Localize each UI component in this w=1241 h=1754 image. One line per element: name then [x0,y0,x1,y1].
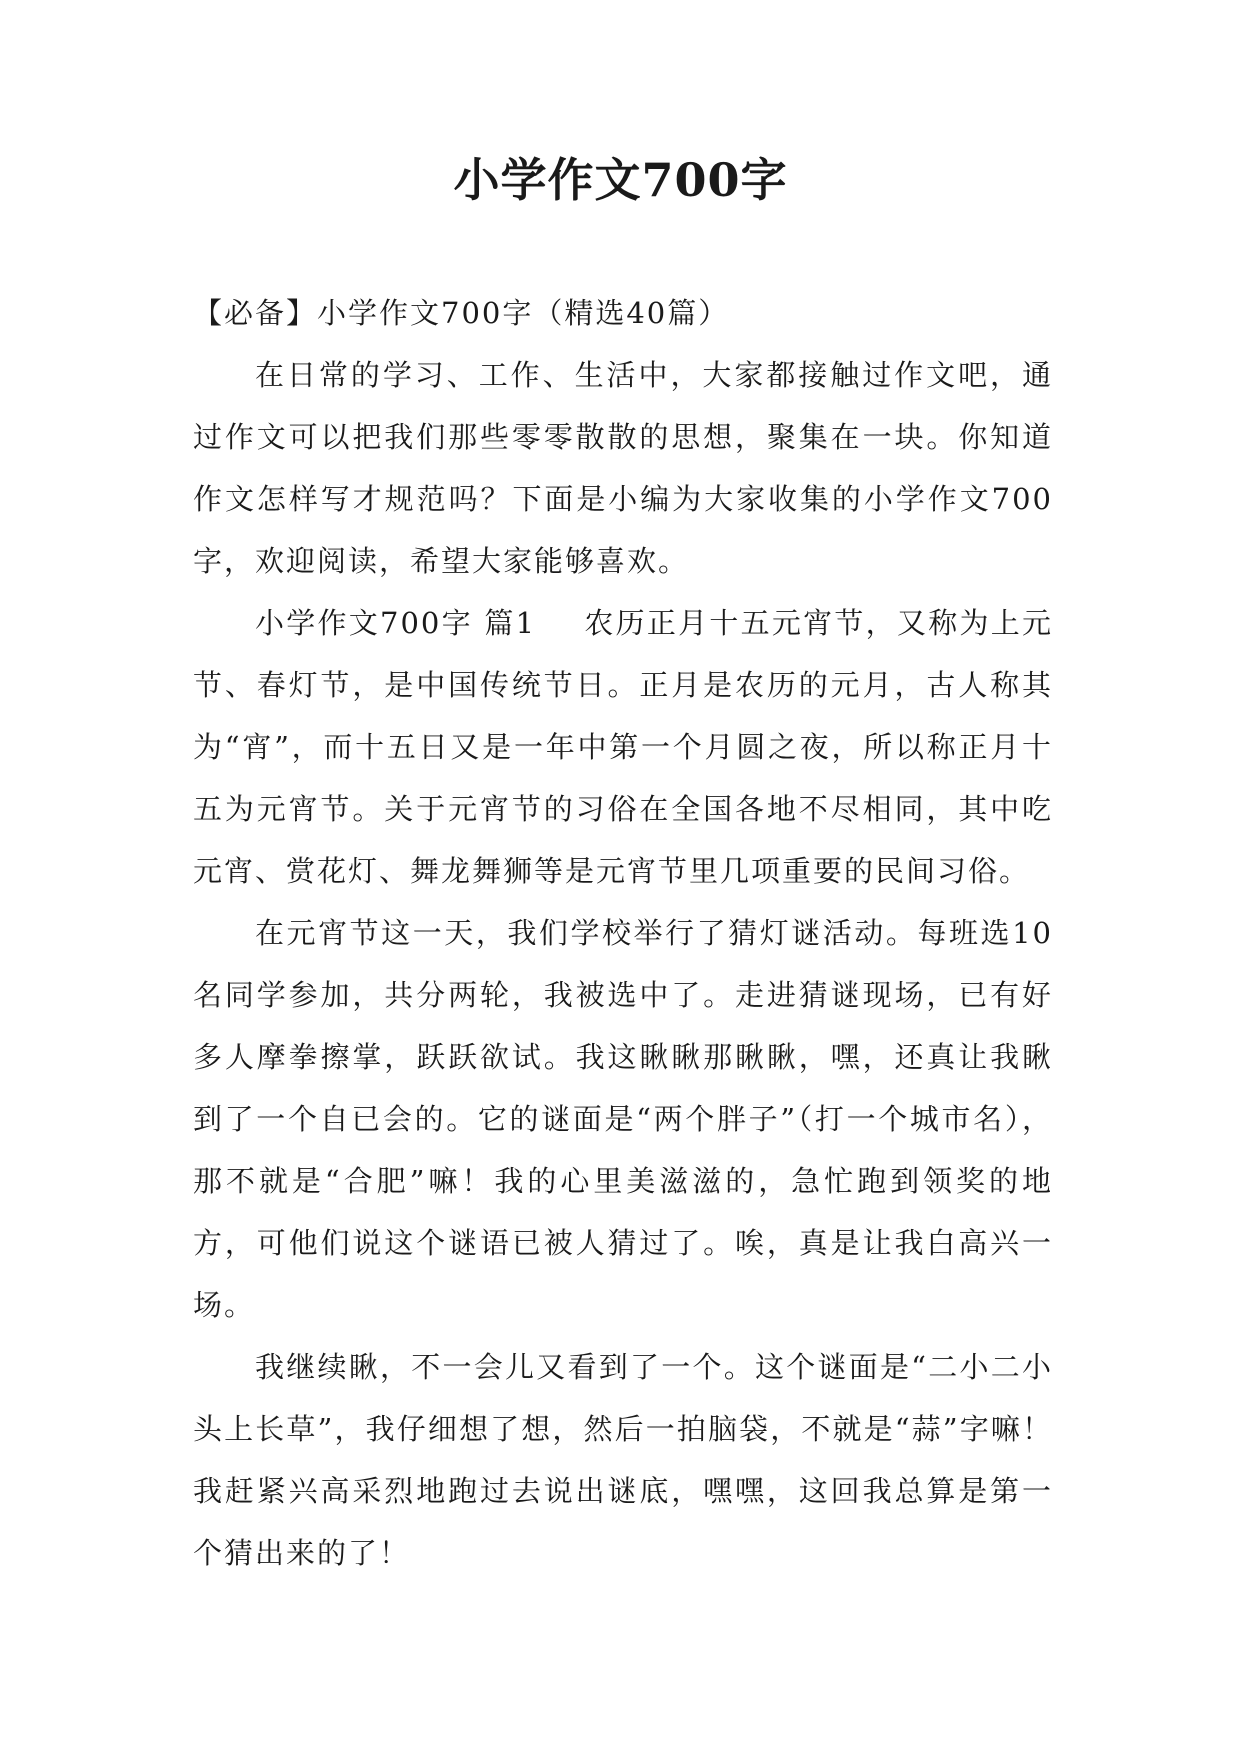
document-title: 小学作文700字 [453,153,788,207]
document-body [193,282,1053,1584]
paragraph-2: 在元宵节这一天，我们学校举行了猜灯谜活动。每班选10名同学参加，共分两轮，我被选中了。走进猜谜现场，已有好多人摩拳擦掌，跃跃欲试。我这瞅瞅那瞅瞅，嘿，还真让我瞅到了一个自已会的。它的谜面是“两个胖子”（打一个城市名），那不就是“合肥”嘛！我的心里美滋滋的，急忙跑到领奖的地方，可他们说这个谜语已被人猜过了。唉，真是让我白高兴一场。 [193,916,1053,1322]
document-subtitle: 【必备】小学作文700字（精选40篇） [193,296,730,330]
section-1-paragraph [193,592,1053,902]
section-heading: 小学作文700字 篇1 [255,606,537,640]
section-1-text: 农历正月十五元宵节，又称为上元节、春灯节，是中国传统节日。正月是农历的元月，古人称其为“宵”，而十五日又是一年中第一个月圆之夜，所以称正月十五为元宵节。关于元宵节的习俗在全国各地不尽相同，其中吃元宵、赏花灯、舞龙舞狮等是元宵节里几项重要的民间习俗。 [193,606,1053,888]
paragraph-3: 我继续瞅，不一会儿又看到了一个。这个谜面是“二小二小头上长草”，我仔细想了想，然后一拍脑袋，不就是“蒜”字嘛！我赶紧兴高采烈地跑过去说出谜底，嘿嘿，这回我总算是第一个猜出来的了！ [193,1350,1053,1570]
intro-paragraph: 在日常的学习、工作、生活中，大家都接触过作文吧，通过作文可以把我们那些零零散散的思想，聚集在一块。你知道作文怎样写才规范吗？下面是小编为大家收集的小学作文700字，欢迎阅读，希望大家能够喜欢。 [193,358,1053,578]
